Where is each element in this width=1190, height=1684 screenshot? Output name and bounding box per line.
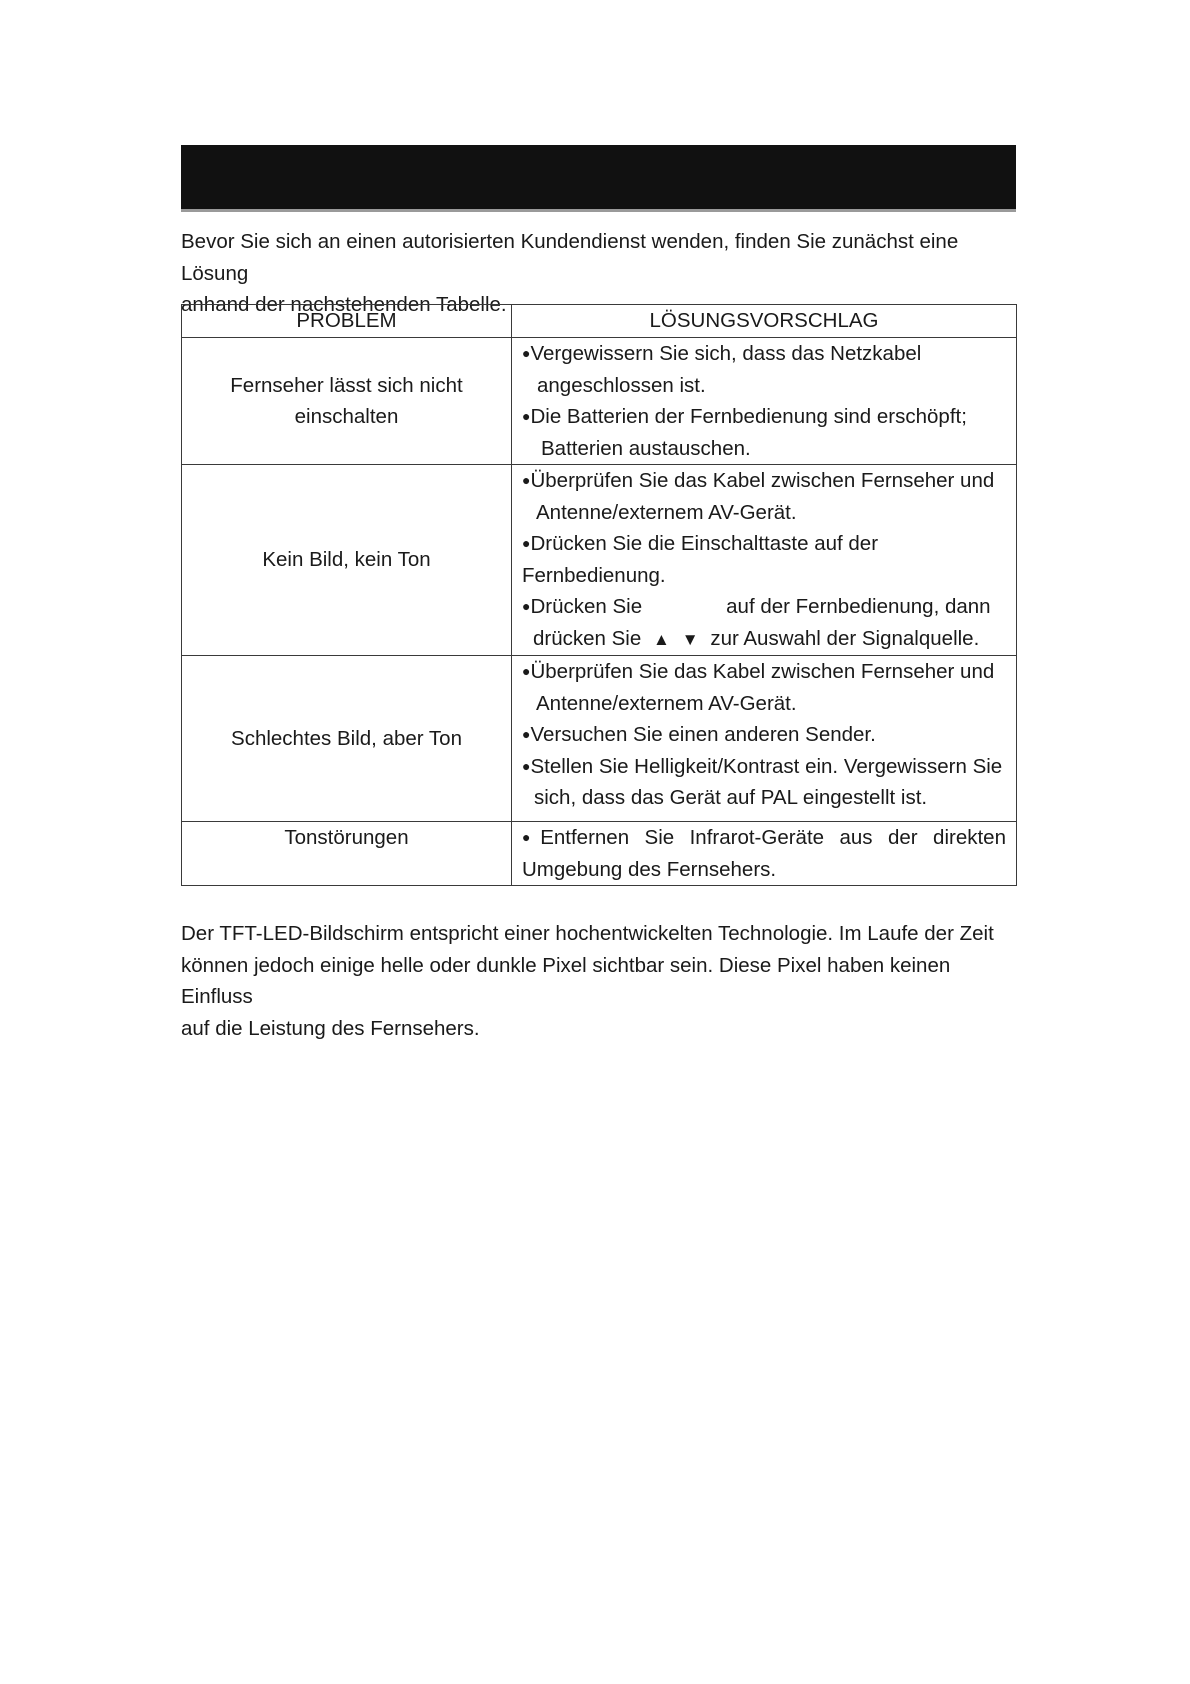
table-header-row: [182, 305, 1017, 338]
arrow-down-icon: ▼: [681, 629, 699, 649]
bullet-icon: ●: [522, 472, 531, 488]
solution-line: angeschlossen ist.: [537, 373, 706, 397]
solution-line: ●Vergewissern Sie sich, dass das Netzkabel: [522, 342, 922, 365]
bullet-icon: ●: [522, 726, 531, 742]
solution-line: drücken Sie ▲ ▼ zur Auswahl der Signalquelle.: [522, 623, 1006, 656]
problem-cell: Schlechtes Bild, aber Ton: [182, 656, 512, 822]
intro-line-1: Bevor Sie sich an einen autorisierten Kundendienst wenden, finden Sie zunächst eine Lösung: [181, 230, 959, 285]
bullet-icon: ●: [522, 829, 541, 845]
table-row: [182, 656, 1017, 822]
troubleshooting-table: [181, 304, 1017, 886]
solution-line: sich, dass das Gerät auf PAL eingestellt ist.: [534, 786, 928, 809]
intro-line-2: anhand der nachstehenden Tabelle.: [181, 293, 507, 316]
bullet-icon: ●: [522, 345, 531, 361]
bullet-icon: ●: [522, 408, 531, 424]
solution-cell: [512, 656, 1017, 822]
section-header-bar: [181, 145, 1016, 209]
table-row: [182, 338, 1017, 465]
note-line-1: Der TFT-LED-Bildschirm entspricht einer hochentwickelten Technologie. Im Laufe der Zeit: [181, 922, 994, 945]
table-row: [182, 822, 1017, 886]
problem-cell: Kein Bild, kein Ton: [182, 465, 512, 656]
bullet-icon: ●: [522, 535, 531, 551]
solution-cell: [512, 465, 1017, 656]
solution-line: ●Versuchen Sie einen anderen Sender.: [522, 723, 876, 746]
note-line-3: auf die Leistung des Fernsehers.: [181, 1016, 480, 1040]
note-paragraph: [181, 918, 1021, 1044]
solution-line: Fernbedienung.: [522, 563, 666, 587]
note-line-2: können jedoch einige helle oder dunkle Pixel sichtbar sein. Diese Pixel haben keinen Einfluss: [181, 953, 951, 1008]
bullet-icon: ●: [522, 663, 531, 679]
solution-line: ●Überprüfen Sie das Kabel zwischen Fernseher und: [522, 469, 995, 492]
bullet-icon: ●: [522, 757, 531, 774]
problem-column-header: PROBLEM: [182, 305, 512, 338]
solution-line: ●Die Batterien der Fernbedienung sind erschöpft;: [522, 405, 967, 428]
solution-line: ●Entfernen Sie Infrarot-Geräte aus der direkten: [522, 826, 1006, 849]
solution-line: Antenne/externem AV-Gerät.: [536, 500, 797, 524]
solution-line: ●Drücken Sie auf der Fernbedienung, dann: [522, 595, 991, 618]
solution-line: Antenne/externem AV-Gerät.: [536, 691, 797, 715]
solution-line: Batterien austauschen.: [541, 436, 751, 460]
solution-line: ●Stellen Sie Helligkeit/Kontrast ein. Vergewissern Sie: [522, 754, 1003, 778]
solution-line: ●Überprüfen Sie das Kabel zwischen Fernseher und: [522, 660, 995, 683]
bullet-icon: ●: [522, 598, 531, 614]
solution-cell: [512, 338, 1017, 465]
solution-line: Umgebung des Fernsehers.: [522, 857, 777, 881]
solution-column-header: LÖSUNGSVORSCHLAG: [512, 305, 1017, 338]
problem-cell: Fernseher lässt sich nicht einschalten: [182, 338, 512, 465]
solution-cell: [512, 822, 1017, 886]
problem-cell: Tonstörungen: [182, 822, 512, 886]
arrow-up-icon: ▲: [652, 629, 670, 649]
table-row: [182, 465, 1017, 656]
solution-line: ●Drücken Sie die Einschalttaste auf der: [522, 532, 879, 555]
